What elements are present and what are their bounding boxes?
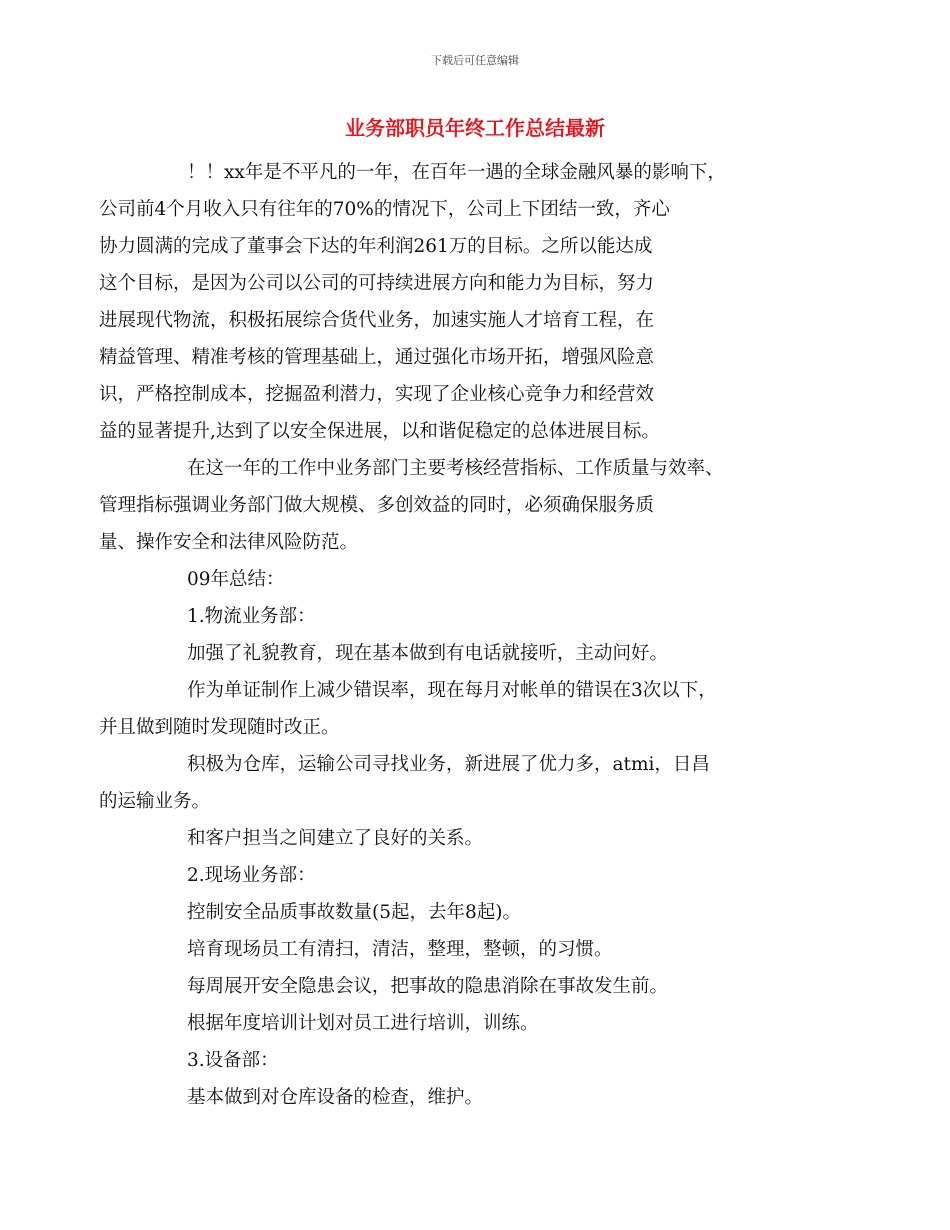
text-line: 公司前4个月收入只有往年的70%的情况下，公司上下团结一致，齐心 (99, 199, 670, 220)
text-line: 协力圆满的完成了董事会下达的年利润261万的目标。之所以能达成 (99, 236, 653, 257)
text-line: 这个目标，是因为公司以公司的可持续进展方向和能力为目标，努力 (99, 273, 655, 294)
section-1-heading: 1.物流业务部： (187, 606, 316, 627)
summary-heading: 09年总结： (187, 569, 285, 590)
section-3-heading: 3.设备部： (187, 1050, 279, 1071)
document-body (99, 154, 807, 1116)
section-2-heading: 2.现场业务部： (187, 865, 316, 886)
text-line: 在这一年的工作中业务部门主要考核经营指标、工作质量与效率、 (187, 458, 724, 479)
section-2-item: 控制安全品质事故数量(5起，去年8起)。 (187, 902, 521, 923)
section-1-item: 和客户担当之间建立了良好的关系。 (187, 828, 484, 849)
section-2-item: 每周展开安全隐患会议，把事故的隐患消除在事故发生前。 (187, 976, 669, 997)
section-1-item (99, 672, 807, 746)
text-line: 精益管理、精准考核的管理基础上，通过强化市场开拓，增强风险意 (99, 347, 655, 368)
intro-paragraph (99, 154, 807, 450)
text-line: 量、操作安全和法律风险防范。 (99, 532, 359, 553)
section-2-item: 培育现场员工有清扫，清洁，整理，整顿，的习惯。 (187, 939, 613, 960)
text-line: 识，严格控制成本，挖掘盈利潜力，实现了企业核心竞争力和经营效 (99, 384, 655, 405)
assessment-paragraph (99, 450, 807, 561)
document-title: 业务部职员年终工作总结最新 (345, 116, 605, 140)
text-line: 并且做到随时发现随时改正。 (99, 717, 340, 738)
text-line: 的运输业务。 (99, 791, 211, 812)
text-line: 作为单证制作上减少错误率，现在每月对帐单的错误在3次以下， (187, 680, 717, 701)
section-3-item: 基本做到对仓库设备的检查，维护。 (187, 1087, 484, 1108)
header-watermark: 下载后可任意编辑 (431, 54, 519, 67)
text-line: 进展现代物流，积极拓展综合货代业务，加速实施人才培育工程，在 (99, 310, 655, 331)
section-1-item (99, 746, 807, 820)
text-line: 益的显著提升,达到了以安全保进展，以和谐促稳定的总体进展目标。 (99, 421, 660, 442)
section-1-item: 加强了礼貌教育，现在基本做到有电话就接听，主动问好。 (187, 643, 669, 664)
text-line: 积极为仓库，运输公司寻找业务，新进展了优力多，atmi，日昌 (187, 754, 710, 775)
section-2-item: 根据年度培训计划对员工进行培训，训练。 (187, 1013, 539, 1034)
text-line: ！！xx年是不平凡的一年，在百年一遇的全球金融风暴的影响下， (187, 162, 726, 183)
text-line: 管理指标强调业务部门做大规模、多创效益的同时，必须确保服务质 (99, 495, 655, 516)
